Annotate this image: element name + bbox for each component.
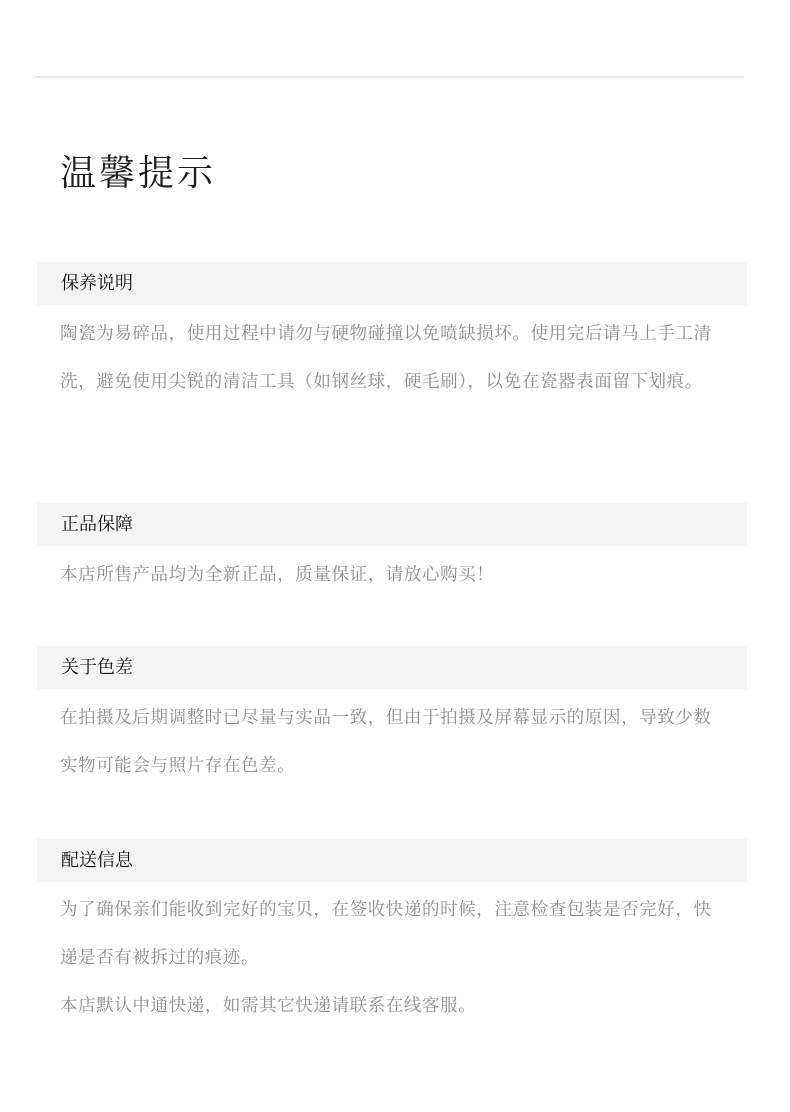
care-paragraph: 陶瓷为易碎品，使用过程中请勿与硬物碰撞以免喷缺损坏。使用完后请马上手工清洗，避免使用尖锐的清洁工具（如钢丝球，硬毛刷），以免在瓷器表面留下划痕。 xyxy=(60,324,712,392)
section-header-shipping: 配送信息 xyxy=(37,839,747,882)
page-title: 温馨提示 xyxy=(60,153,217,194)
authentic-paragraph: 本店所售产品均为全新正品，质量保证，请放心购买！ xyxy=(60,565,495,585)
top-divider xyxy=(35,76,744,78)
section-header-authentic: 正品保障 xyxy=(37,503,747,546)
shipping-courier-paragraph: 本店默认中通快递，如需其它快递请联系在线客服。 xyxy=(60,996,477,1016)
section-header-care: 保养说明 xyxy=(37,262,747,305)
shipping-paragraph: 为了确保亲们能收到完好的宝贝，在签收快递的时候，注意检查包装是否完好，快递是否有被拆过的痕迹。 xyxy=(60,900,712,968)
color-difference-paragraph: 在拍摄及后期调整时已尽量与实品一致，但由于拍摄及屏幕显示的原因，导致少数实物可能会与照片存在色差。 xyxy=(60,708,712,776)
section-header-color-difference: 关于色差 xyxy=(37,646,747,689)
